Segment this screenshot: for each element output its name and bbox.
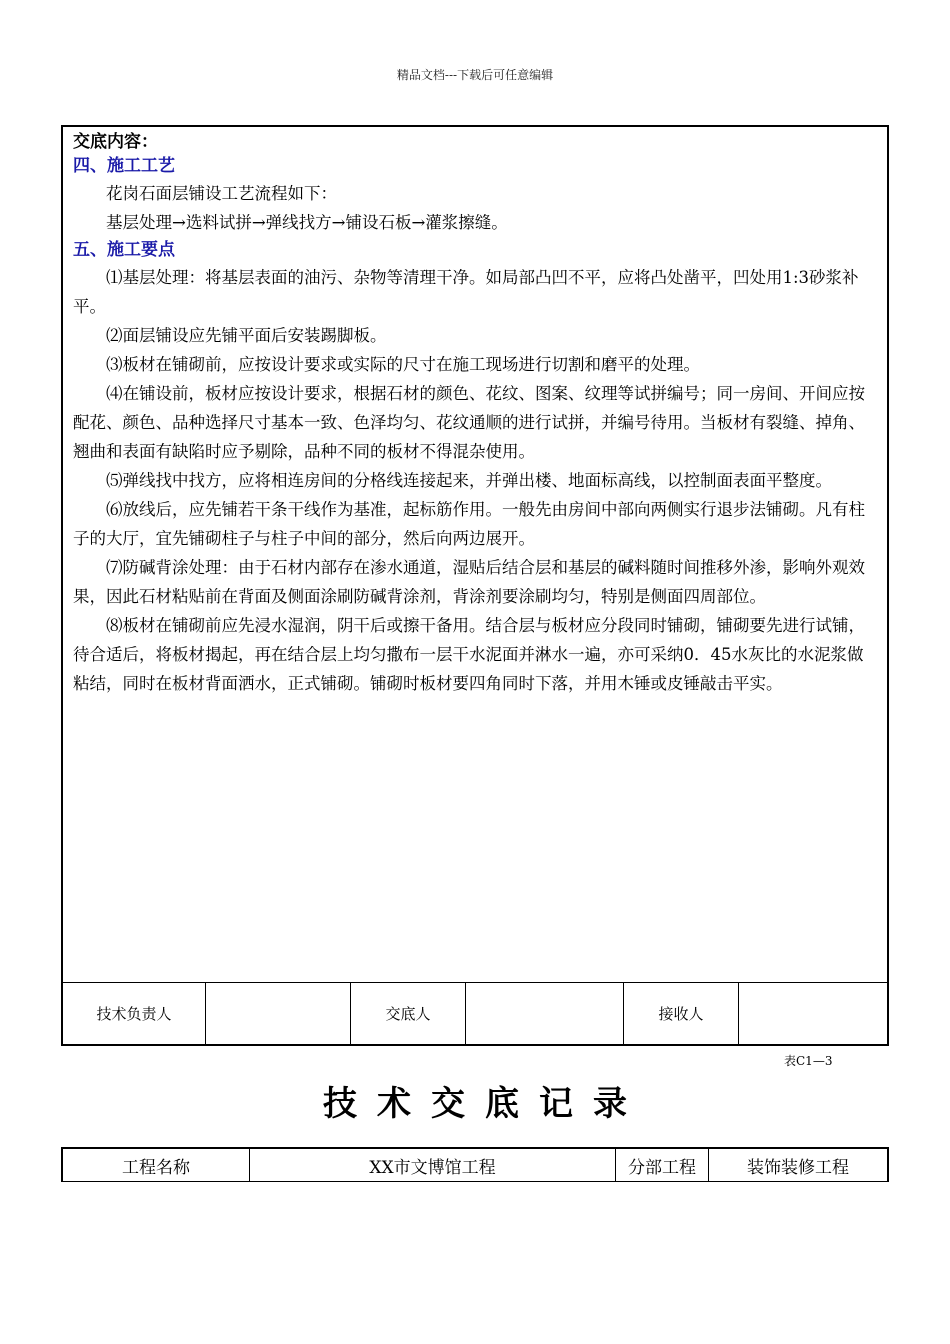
disclosure-content-area [63, 127, 887, 985]
section-5-item: ⑻板材在铺砌前应先浸水湿润，阴干后或擦干备用。结合层与板材应分段同时铺砌，铺砌要先进行试铺，待合适后，将板材揭起，再在结合层上均匀撒布一层干水泥面并淋水一遍，亦可采纳0．45水灰比的水泥浆做粘结，同时在板材背面洒水，正式铺砌。铺砌时板材要四角同时下落，并用木锤或皮锤敲击平实。 [73, 616, 865, 693]
section-5-item: ⑴基层处理：将基层表面的油污、杂物等清理干净。如局部凸凹不平，应将凸处凿平，凹处用1:3砂浆补平。 [73, 268, 859, 316]
section-5-item: ⑷在铺设前，板材应按设计要求，根据石材的颜色、花纹、图案、纹理等试拼编号；同一房间、开间应按配花、颜色、品种选择尺寸基本一致、色泽均匀、花纹通顺的进行试拼，并编号待用。当板材有裂缝、掉角、翘曲和表面有缺陷时应予剔除，品种不同的板材不得混杂使用。 [73, 384, 865, 461]
section-4-title: 四、施工工艺 [73, 156, 175, 176]
disclosure-content-table [61, 125, 889, 1046]
receiver-label: 接收人 [624, 983, 739, 1044]
section-4-line: 基层处理→选料试拼→弹线找方→铺设石板→灌浆擦缝。 [106, 213, 508, 232]
section-5-title: 五、施工要点 [73, 240, 175, 260]
tech-lead-signature-field[interactable] [206, 983, 351, 1044]
presenter-label: 交底人 [351, 983, 466, 1044]
signature-row [63, 982, 887, 1044]
project-name-value: XX市文博馆工程 [250, 1149, 616, 1181]
section-5-item: ⑸弹线找中找方，应将相连房间的分格线连接起来，并弹出楼、地面标高线，以控制面表面平整度。 [106, 471, 832, 490]
receiver-signature-field[interactable] [739, 983, 887, 1044]
sub-project-label: 分部工程 [616, 1149, 709, 1181]
section-5-item: ⑺防碱背涂处理：由于石材内部存在渗水通道，湿贴后结合层和基层的碱料随时间推移外渗，影响外观效果，因此石材粘贴前在背面及侧面涂刷防碱背涂剂，背涂剂要涂刷均匀，特别是侧面四周部位。 [73, 558, 865, 606]
page-header-note: 精品文档---下载后可任意编辑 [396, 68, 554, 82]
section-5-item: ⑶板材在铺砌前，应按设计要求或实际的尺寸在施工现场进行切割和磨平的处理。 [106, 355, 700, 374]
sub-project-value: 装饰装修工程 [747, 1157, 849, 1178]
document-title: 技术交底记录 [323, 1084, 647, 1124]
section-5-item: ⑵面层铺设应先铺平面后安装踢脚板。 [106, 326, 387, 345]
content-label: 交底内容： [73, 132, 158, 152]
tech-lead-label: 技术负责人 [63, 983, 206, 1044]
project-name-label: 工程名称 [63, 1149, 250, 1181]
presenter-signature-field[interactable] [466, 983, 624, 1044]
section-4-line: 花岗石面层铺设工艺流程如下： [106, 184, 337, 203]
project-info-table [61, 1147, 889, 1182]
section-5-item: ⑹放线后，应先铺若干条干线作为基准，起标筋作用。一般先由房间中部向两侧实行退步法铺砌。凡有柱子的大厅，宜先铺砌柱子与柱子中间的部分，然后向两边展开。 [73, 500, 865, 548]
form-number: 表C1—3 [784, 1054, 833, 1068]
